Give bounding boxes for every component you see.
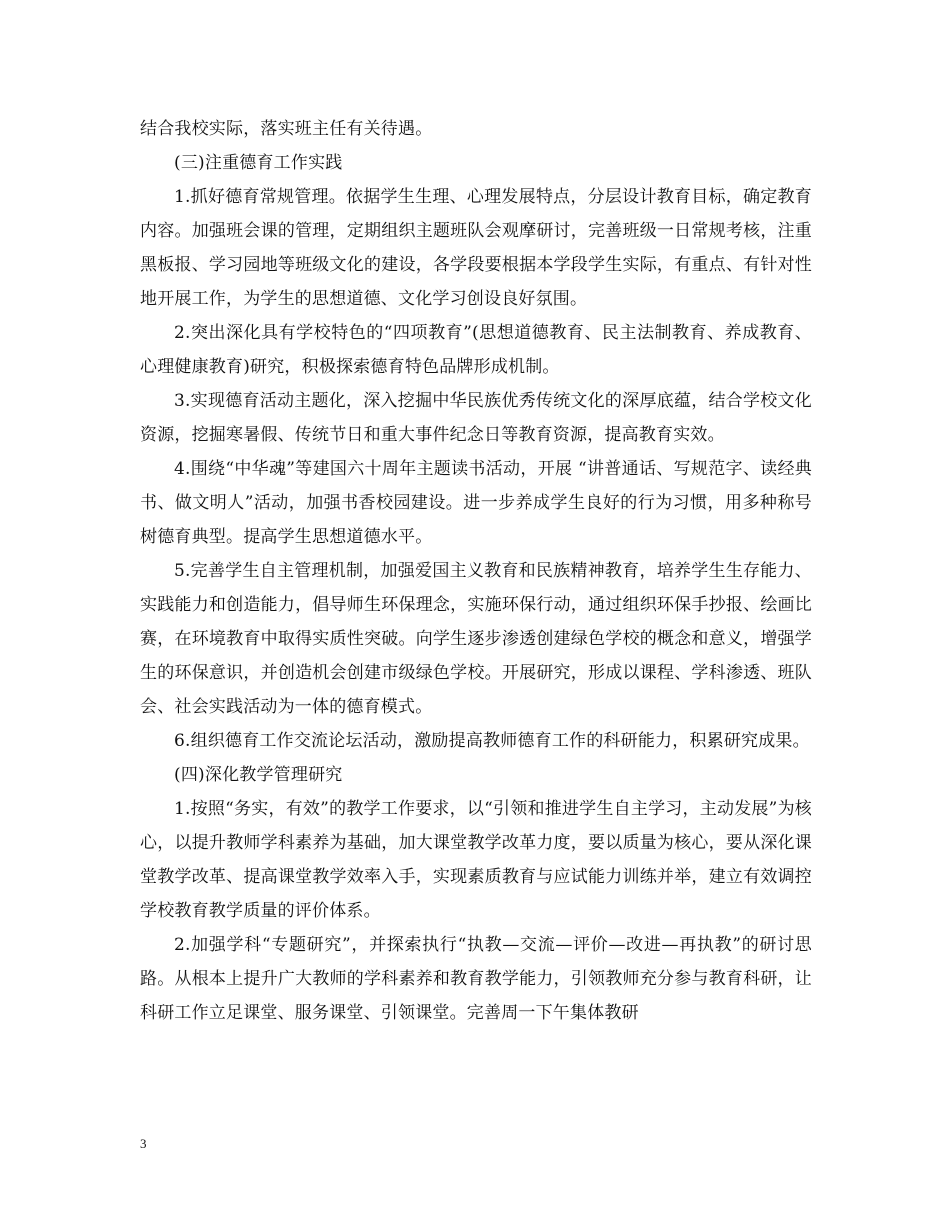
- document-body: [140, 112, 812, 1030]
- paragraph-3-4: 4.围绕“中华魂”等建国六十周年主题读书活动，开展 “讲普通话、写规范字、读经典书、做文明人”活动，加强书香校园建设。进一步养成学生良好的行为习惯，用多种称号树德育典型。提高学生思想道德水平。: [140, 459, 812, 547]
- paragraph-3-1: 1.抓好德育常规管理。依据学生生理、心理发展特点，分层设计教育目标，确定教育内容。加强班会课的管理，定期组织主题班队会观摩研讨，完善班级一日常规考核，注重黑板报、学习园地等班级文化的建设，各学段要根据本学段学生实际，有重点、有针对性地开展工作，为学生的思想道德、文化学习创设良好氛围。: [140, 187, 812, 309]
- paragraph-3-2: 2.突出深化具有学校特色的“四项教育”(思想道德教育、民主法制教育、养成教育、心理健康教育)研究，积极探索德育特色品牌形成机制。: [140, 323, 812, 377]
- paragraph-3-3: 3.实现德育活动主题化，深入挖掘中华民族优秀传统文化的深厚底蕴，结合学校文化资源，挖掘寒暑假、传统节日和重大事件纪念日等教育资源，提高教育实效。: [140, 391, 812, 445]
- paragraph-continuation: 结合我校实际，落实班主任有关待遇。: [140, 119, 433, 139]
- paragraph-3-5: 5.完善学生自主管理机制，加强爱国主义教育和民族精神教育，培养学生生存能力、实践能力和创造能力，倡导师生环保理念，实施环保行动，通过组织环保手抄报、绘画比赛，在环境教育中取得实质性突破。向学生逐步渗透创建绿色学校的概念和意义，增强学生的环保意识，并创造机会创建市级绿色学校。开展研究，形成以课程、学科渗透、班队会、社会实践活动为一体的德育模式。: [140, 561, 812, 717]
- paragraph-4-2: 2.加强学科“专题研究”，并探索执行“执教—交流—评价—改进—再执教”的研讨思路。从根本上提升广大教师的学科素养和教育教学能力，引领教师充分参与教育科研，让科研工作立足课堂、服务课堂、引领课堂。完善周一下午集体教研: [140, 935, 812, 1023]
- page-number: 3: [140, 1136, 147, 1151]
- paragraph-3-6: 6.组织德育工作交流论坛活动，激励提高教师德育工作的科研能力，积累研究成果。: [174, 731, 810, 751]
- section-heading-4: (四)深化教学管理研究: [174, 765, 343, 785]
- paragraph-4-1: 1.按照“务实，有效”的教学工作要求，以“引领和推进学生自主学习，主动发展”为核心，以提升教师学科素养为基础，加大课堂教学改革力度，要以质量为核心，要从深化课堂教学改革、提高课堂教学效率入手，实现素质教育与应试能力训练并举，建立有效调控学校教育教学质量的评价体系。: [140, 799, 812, 921]
- section-heading-3: (三)注重德育工作实践: [174, 153, 343, 173]
